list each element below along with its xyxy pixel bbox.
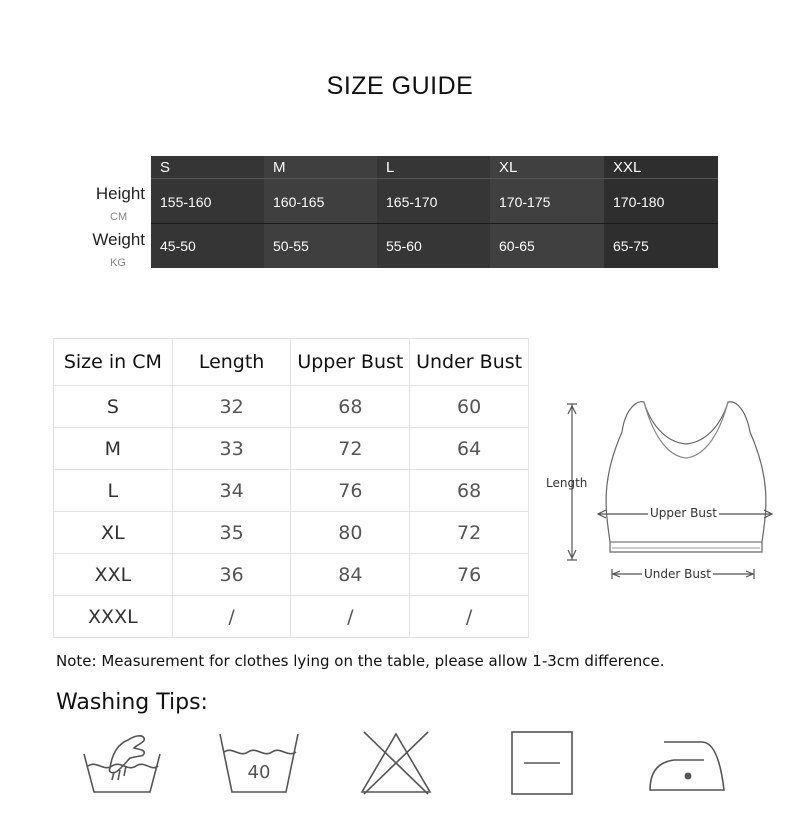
table-row [54,470,529,512]
size-column-m [264,156,377,268]
cell-under-bust: 60 [410,386,529,428]
table-row [54,554,529,596]
cell-length: 33 [172,428,291,470]
weight-value: 45-50 [160,238,196,254]
upper-bust-label: Upper Bust [650,506,717,520]
cell-upper-bust: / [291,596,410,638]
cell-length: 35 [172,512,291,554]
measurement-table [53,338,529,638]
weight-value: 55-60 [386,238,422,254]
bra-measurement-diagram [540,392,780,592]
size-column-xl [490,156,604,268]
measurement-note: Note: Measurement for clothes lying on the table, please allow 1-3cm difference. [56,652,665,670]
cell-size: M [54,428,173,470]
cell-upper-bust: 68 [291,386,410,428]
cell-under-bust: 72 [410,512,529,554]
weight-unit: KG [110,257,126,269]
cell-size: S [54,386,173,428]
weight-value: 60-65 [499,238,535,254]
size-column-s [151,156,264,268]
height-value: 170-180 [604,180,718,224]
size-header: L [377,156,490,179]
height-unit: CM [110,211,128,223]
header-length: Length [172,339,291,386]
height-value: 165-170 [377,180,490,224]
cell-length: 32 [172,386,291,428]
size-column-l [377,156,490,268]
page-title: SIZE GUIDE [326,72,474,100]
weight-value: 65-75 [613,238,649,254]
cell-size: XL [54,512,173,554]
size-header: XL [490,156,604,179]
table-row [54,596,529,638]
size-header: M [264,156,377,179]
size-header: XXL [604,156,718,179]
cell-under-bust: 64 [410,428,529,470]
size-column-xxl [604,156,718,268]
header-upper-bust: Upper Bust [291,339,410,386]
wash-temperature: 40 [247,762,271,783]
header-under-bust: Under Bust [410,339,529,386]
table-row [54,386,529,428]
cell-under-bust: / [410,596,529,638]
height-value: 170-175 [490,180,604,224]
cell-under-bust: 76 [410,554,529,596]
height-weight-table [151,156,718,268]
iron-low-heat-icon [644,728,730,803]
table-row [54,512,529,554]
table-header-row [54,339,529,386]
weight-value: 50-55 [273,238,309,254]
cell-length: / [172,596,291,638]
cell-size: XXL [54,554,173,596]
dry-flat-icon [508,728,576,803]
cell-under-bust: 68 [410,470,529,512]
cell-upper-bust: 76 [291,470,410,512]
cell-upper-bust: 80 [291,512,410,554]
under-bust-label: Under Bust [644,567,711,581]
header-size: Size in CM [54,339,173,386]
weight-label: Weight [92,230,145,249]
cell-upper-bust: 84 [291,554,410,596]
machine-wash-40-icon [216,728,302,803]
cell-length: 34 [172,470,291,512]
size-header: S [151,156,264,179]
washing-tips-title: Washing Tips: [56,690,208,715]
do-not-bleach-icon [358,728,434,803]
height-value: 155-160 [151,180,264,224]
cell-size: L [54,470,173,512]
height-value: 160-165 [264,180,377,224]
bra-outline-icon [540,392,780,592]
cell-upper-bust: 72 [291,428,410,470]
hand-wash-icon [80,728,164,803]
length-label: Length [546,476,588,490]
cell-size: XXXL [54,596,173,638]
table-row [54,428,529,470]
cell-length: 36 [172,554,291,596]
height-label: Height [95,184,145,203]
